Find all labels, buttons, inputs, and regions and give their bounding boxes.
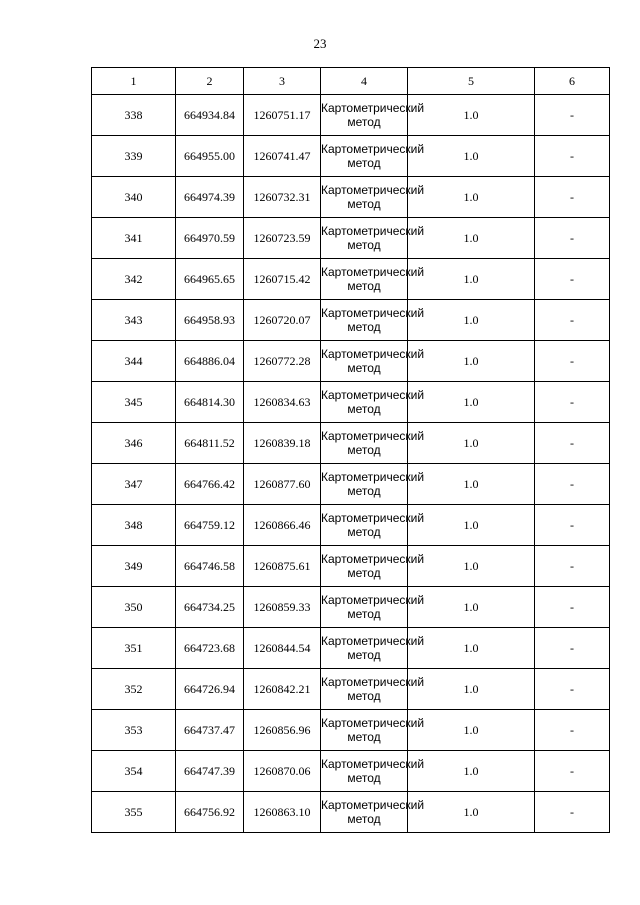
y-coordinate-cell: 1260870.06 bbox=[244, 751, 321, 792]
method-text-line: Картометрический bbox=[321, 142, 425, 156]
method-cell bbox=[321, 505, 425, 546]
x-coordinate-cell: 664958.93 bbox=[176, 300, 244, 341]
method-text-line: Картометрический bbox=[321, 757, 425, 771]
x-coordinate-cell: 664886.04 bbox=[176, 341, 244, 382]
precision-cell: 1.0 bbox=[408, 136, 535, 177]
method-text-line: Картометрический bbox=[321, 634, 425, 648]
method-text-line: Картометрический bbox=[321, 183, 425, 197]
note-cell: - bbox=[535, 669, 610, 710]
page-number: 23 bbox=[313, 36, 327, 51]
point-number-cell: 339 bbox=[92, 136, 176, 177]
table-row bbox=[92, 587, 610, 628]
method-text-line: метод bbox=[347, 279, 381, 293]
note-cell: - bbox=[535, 341, 610, 382]
precision-cell: 1.0 bbox=[408, 259, 535, 300]
precision-cell: 1.0 bbox=[408, 587, 535, 628]
method-text-line: Картометрический bbox=[321, 552, 425, 566]
method-text-line: Картометрический bbox=[321, 306, 425, 320]
y-coordinate-cell: 1260720.07 bbox=[244, 300, 321, 341]
point-number-cell: 347 bbox=[92, 464, 176, 505]
x-coordinate-cell: 664726.94 bbox=[176, 669, 244, 710]
method-cell bbox=[321, 259, 425, 300]
method-cell bbox=[321, 300, 425, 341]
y-coordinate-cell: 1260834.63 bbox=[244, 382, 321, 423]
note-cell: - bbox=[535, 218, 610, 259]
column-header: 1 bbox=[92, 68, 176, 95]
table-row bbox=[92, 669, 610, 710]
note-cell: - bbox=[535, 300, 610, 341]
precision-cell: 1.0 bbox=[408, 464, 535, 505]
point-number-cell: 343 bbox=[92, 300, 176, 341]
y-coordinate-cell: 1260751.17 bbox=[244, 95, 321, 136]
note-cell: - bbox=[535, 177, 610, 218]
note-cell: - bbox=[535, 546, 610, 587]
method-cell bbox=[321, 423, 425, 464]
method-text-line: метод bbox=[347, 197, 381, 211]
table-row bbox=[92, 792, 610, 833]
method-text-line: метод bbox=[347, 648, 381, 662]
method-text-line: метод bbox=[347, 730, 381, 744]
precision-cell: 1.0 bbox=[408, 382, 535, 423]
method-text-line: метод bbox=[347, 566, 381, 580]
y-coordinate-cell: 1260877.60 bbox=[244, 464, 321, 505]
note-cell: - bbox=[535, 423, 610, 464]
method-text-line: метод bbox=[347, 689, 381, 703]
table-row bbox=[92, 546, 610, 587]
table-row bbox=[92, 95, 610, 136]
table-row bbox=[92, 628, 610, 669]
method-text-line: метод bbox=[347, 402, 381, 416]
precision-cell: 1.0 bbox=[408, 218, 535, 259]
point-number-cell: 345 bbox=[92, 382, 176, 423]
table-header-row bbox=[92, 68, 610, 95]
table-row bbox=[92, 751, 610, 792]
point-number-cell: 354 bbox=[92, 751, 176, 792]
point-number-cell: 349 bbox=[92, 546, 176, 587]
y-coordinate-cell: 1260715.42 bbox=[244, 259, 321, 300]
method-text-line: Картометрический bbox=[321, 429, 425, 443]
method-cell bbox=[321, 177, 425, 218]
method-text-line: метод bbox=[347, 361, 381, 375]
point-number-cell: 350 bbox=[92, 587, 176, 628]
precision-cell: 1.0 bbox=[408, 505, 535, 546]
y-coordinate-cell: 1260856.96 bbox=[244, 710, 321, 751]
method-text-line: метод bbox=[347, 484, 381, 498]
y-coordinate-cell: 1260866.46 bbox=[244, 505, 321, 546]
method-text-line: метод bbox=[347, 156, 381, 170]
column-header: 4 bbox=[321, 68, 408, 95]
table-row bbox=[92, 218, 610, 259]
x-coordinate-cell: 664970.59 bbox=[176, 218, 244, 259]
y-coordinate-cell: 1260839.18 bbox=[244, 423, 321, 464]
method-text-line: Картометрический bbox=[321, 347, 425, 361]
point-number-cell: 341 bbox=[92, 218, 176, 259]
x-coordinate-cell: 664974.39 bbox=[176, 177, 244, 218]
table-row bbox=[92, 136, 610, 177]
method-cell bbox=[321, 710, 425, 751]
table-row bbox=[92, 382, 610, 423]
precision-cell: 1.0 bbox=[408, 177, 535, 218]
point-number-cell: 340 bbox=[92, 177, 176, 218]
x-coordinate-cell: 664734.25 bbox=[176, 587, 244, 628]
y-coordinate-cell: 1260844.54 bbox=[244, 628, 321, 669]
point-number-cell: 338 bbox=[92, 95, 176, 136]
method-text-line: Картометрический bbox=[321, 716, 425, 730]
table-row bbox=[92, 300, 610, 341]
x-coordinate-cell: 664747.39 bbox=[176, 751, 244, 792]
y-coordinate-cell: 1260741.47 bbox=[244, 136, 321, 177]
note-cell: - bbox=[535, 587, 610, 628]
precision-cell: 1.0 bbox=[408, 710, 535, 751]
precision-cell: 1.0 bbox=[408, 341, 535, 382]
x-coordinate-cell: 664814.30 bbox=[176, 382, 244, 423]
y-coordinate-cell: 1260723.59 bbox=[244, 218, 321, 259]
method-cell bbox=[321, 792, 425, 833]
table-row bbox=[92, 464, 610, 505]
note-cell: - bbox=[535, 464, 610, 505]
y-coordinate-cell: 1260732.31 bbox=[244, 177, 321, 218]
method-text-line: Картометрический bbox=[321, 470, 425, 484]
method-cell bbox=[321, 669, 425, 710]
column-header: 3 bbox=[244, 68, 321, 95]
point-number-cell: 353 bbox=[92, 710, 176, 751]
table-row bbox=[92, 710, 610, 751]
note-cell: - bbox=[535, 382, 610, 423]
method-cell bbox=[321, 95, 425, 136]
point-number-cell: 355 bbox=[92, 792, 176, 833]
point-number-cell: 352 bbox=[92, 669, 176, 710]
table-body bbox=[92, 95, 610, 833]
x-coordinate-cell: 664737.47 bbox=[176, 710, 244, 751]
point-number-cell: 351 bbox=[92, 628, 176, 669]
method-cell bbox=[321, 546, 425, 587]
column-header: 6 bbox=[535, 68, 610, 95]
method-text-line: Картометрический bbox=[321, 593, 425, 607]
x-coordinate-cell: 664955.00 bbox=[176, 136, 244, 177]
x-coordinate-cell: 664934.84 bbox=[176, 95, 244, 136]
method-text-line: метод bbox=[347, 607, 381, 621]
method-cell bbox=[321, 628, 425, 669]
table-row bbox=[92, 505, 610, 546]
method-text-line: метод bbox=[347, 238, 381, 252]
precision-cell: 1.0 bbox=[408, 792, 535, 833]
point-number-cell: 342 bbox=[92, 259, 176, 300]
x-coordinate-cell: 664746.58 bbox=[176, 546, 244, 587]
table-row bbox=[92, 423, 610, 464]
method-text-line: метод bbox=[347, 443, 381, 457]
method-text-line: метод bbox=[347, 812, 381, 826]
x-coordinate-cell: 664766.42 bbox=[176, 464, 244, 505]
method-text-line: метод bbox=[347, 115, 381, 129]
precision-cell: 1.0 bbox=[408, 751, 535, 792]
x-coordinate-cell: 664723.68 bbox=[176, 628, 244, 669]
y-coordinate-cell: 1260863.10 bbox=[244, 792, 321, 833]
note-cell: - bbox=[535, 710, 610, 751]
precision-cell: 1.0 bbox=[408, 628, 535, 669]
note-cell: - bbox=[535, 628, 610, 669]
method-text-line: метод bbox=[347, 320, 381, 334]
point-number-cell: 348 bbox=[92, 505, 176, 546]
note-cell: - bbox=[535, 259, 610, 300]
note-cell: - bbox=[535, 751, 610, 792]
note-cell: - bbox=[535, 136, 610, 177]
point-number-cell: 344 bbox=[92, 341, 176, 382]
method-cell bbox=[321, 382, 425, 423]
x-coordinate-cell: 664759.12 bbox=[176, 505, 244, 546]
method-cell bbox=[321, 136, 425, 177]
x-coordinate-cell: 664965.65 bbox=[176, 259, 244, 300]
y-coordinate-cell: 1260875.61 bbox=[244, 546, 321, 587]
point-number-cell: 346 bbox=[92, 423, 176, 464]
method-text-line: метод bbox=[347, 771, 381, 785]
y-coordinate-cell: 1260842.21 bbox=[244, 669, 321, 710]
method-text-line: Картометрический bbox=[321, 101, 425, 115]
precision-cell: 1.0 bbox=[408, 300, 535, 341]
y-coordinate-cell: 1260859.33 bbox=[244, 587, 321, 628]
note-cell: - bbox=[535, 792, 610, 833]
table-row bbox=[92, 341, 610, 382]
method-text-line: метод bbox=[347, 525, 381, 539]
method-text-line: Картометрический bbox=[321, 511, 425, 525]
coordinates-table bbox=[91, 67, 610, 833]
method-text-line: Картометрический bbox=[321, 224, 425, 238]
x-coordinate-cell: 664756.92 bbox=[176, 792, 244, 833]
precision-cell: 1.0 bbox=[408, 95, 535, 136]
method-cell bbox=[321, 218, 425, 259]
method-text-line: Картометрический bbox=[321, 798, 425, 812]
column-header: 5 bbox=[408, 68, 535, 95]
note-cell: - bbox=[535, 505, 610, 546]
method-cell bbox=[321, 464, 425, 505]
precision-cell: 1.0 bbox=[408, 669, 535, 710]
note-cell: - bbox=[535, 95, 610, 136]
method-text-line: Картометрический bbox=[321, 675, 425, 689]
method-text-line: Картометрический bbox=[321, 388, 425, 402]
table-row bbox=[92, 177, 610, 218]
method-cell bbox=[321, 587, 425, 628]
method-cell bbox=[321, 751, 425, 792]
table-row bbox=[92, 259, 610, 300]
method-cell bbox=[321, 341, 425, 382]
method-text-line: Картометрический bbox=[321, 265, 425, 279]
column-header: 2 bbox=[176, 68, 244, 95]
precision-cell: 1.0 bbox=[408, 546, 535, 587]
x-coordinate-cell: 664811.52 bbox=[176, 423, 244, 464]
precision-cell: 1.0 bbox=[408, 423, 535, 464]
y-coordinate-cell: 1260772.28 bbox=[244, 341, 321, 382]
